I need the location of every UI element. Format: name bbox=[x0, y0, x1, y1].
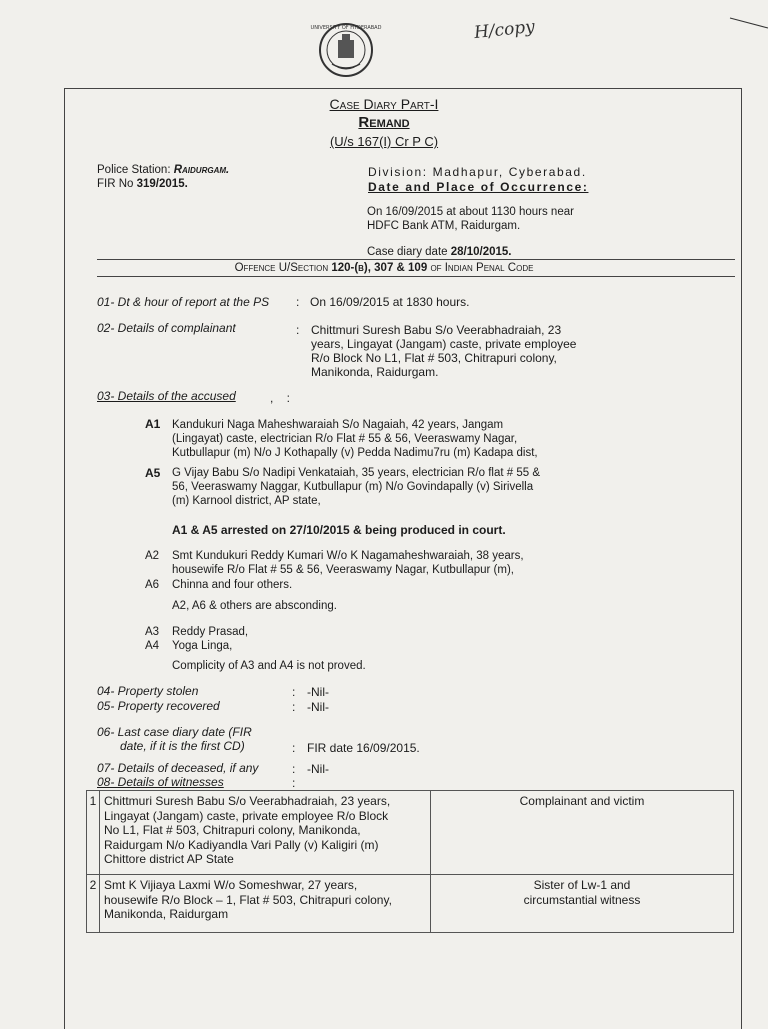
item-05-value: -Nil- bbox=[307, 700, 329, 714]
accused-a1-line3: Kutbullapur (m) N/o J Kothapally (v) Pedda Nadimu7ru (m) Kadapa dist, bbox=[172, 447, 538, 459]
item-06-label-line2: date, if it is the first CD) bbox=[120, 739, 245, 753]
item-04-label: 04- Property stolen bbox=[97, 684, 199, 698]
corner-mark bbox=[730, 14, 768, 34]
seal-emblem bbox=[310, 20, 382, 80]
accused-a6-tag: A6 bbox=[145, 579, 160, 591]
witness-role-line: Complainant and victim bbox=[519, 794, 645, 808]
colon-08: : bbox=[292, 776, 296, 790]
handwritten-annotation: H/copy bbox=[473, 16, 536, 44]
accused-a3-tag: A3 bbox=[145, 626, 160, 638]
colon-02: : bbox=[296, 323, 300, 337]
witness-detail-line: Chittore district AP State bbox=[104, 852, 234, 867]
colon-07: : bbox=[292, 762, 296, 776]
accused-a5-line1: G Vijay Babu S/o Nadipi Venkataiah, 35 years, electrician R/o flat # 55 & bbox=[172, 467, 540, 479]
item-01-value: On 16/09/2015 at 1830 hours. bbox=[310, 295, 470, 309]
witness-detail-line: housewife R/o Block – 1, Flat # 503, Chitrapuri colony, bbox=[104, 892, 392, 907]
police-station: Police Station: Raidurgam. bbox=[97, 164, 230, 176]
item-05-label: 05- Property recovered bbox=[97, 699, 220, 713]
occurrence-line1: On 16/09/2015 at about 1130 hours near bbox=[367, 206, 574, 218]
accused-a1-line1: Kandukuri Naga Maheshwaraiah S/o Nagaiah, 42 years, Jangam bbox=[172, 419, 504, 431]
witness-details bbox=[100, 791, 431, 875]
accused-a5-line3: (m) Karnool district, AP state, bbox=[172, 495, 321, 507]
accused-a4-tag: A4 bbox=[145, 640, 160, 652]
title-remand: Remand bbox=[358, 114, 410, 131]
complainant-line1: Chittmuri Suresh Babu S/o Veerabhadraiah, 23 bbox=[311, 323, 562, 337]
item-01-label: 01- Dt & hour of report at the PS bbox=[97, 295, 270, 309]
offence-line: Offence U/Section 120-(b), 307 & 109 of Indian Penal Code bbox=[234, 262, 534, 274]
accused-a5-tag: A5 bbox=[145, 466, 161, 480]
witness-detail-line: Manikonda, Raidurgam bbox=[104, 907, 229, 922]
title-case-diary: Case Diary Part-I bbox=[329, 96, 439, 112]
witness-num: 2 bbox=[87, 875, 100, 933]
witness-row bbox=[87, 875, 734, 933]
accused-a1-line2: (Lingayat) caste, electrician R/o Flat # 55 & 56, Veeraswamy Nagar, bbox=[172, 433, 518, 445]
item-07-value: -Nil- bbox=[307, 762, 329, 776]
occurrence-line2: HDFC Bank ATM, Raidurgam. bbox=[367, 220, 521, 232]
fir-number: FIR No 319/2015. bbox=[97, 178, 188, 190]
witness-detail-line: No L1, Flat # 503, Chitrapuri colony, Manikonda, bbox=[104, 823, 361, 838]
item-04-value: -Nil- bbox=[307, 685, 329, 699]
rule-bottom bbox=[97, 276, 735, 277]
witness-details bbox=[100, 875, 431, 933]
title-section: (U/s 167(I) Cr P C) bbox=[329, 134, 439, 149]
witness-detail-line: Smt K Vijiaya Laxmi W/o Someshwar, 27 years, bbox=[104, 878, 358, 892]
absconding-note: A2, A6 & others are absconding. bbox=[172, 600, 337, 612]
witness-role-line: Sister of Lw-1 and bbox=[533, 878, 631, 892]
colon-06: : bbox=[292, 741, 296, 755]
item-06-label-line1: 06- Last case diary date (FIR bbox=[97, 725, 252, 739]
accused-a3-line1: Reddy Prasad, bbox=[172, 626, 249, 638]
witness-role bbox=[431, 791, 734, 875]
accused-a5-line2: 56, Veeraswamy Naggar, Kutbullapur (m) N/o Govindapally (v) Sirivella bbox=[172, 481, 534, 493]
witness-row bbox=[87, 791, 734, 875]
accused-a2-tag: A2 bbox=[145, 550, 160, 562]
colon-03: , : bbox=[270, 391, 291, 405]
rule-top bbox=[97, 259, 735, 260]
witness-detail-line: Chittmuri Suresh Babu S/o Veerabhadraiah, 23 years, bbox=[104, 794, 391, 808]
complicity-note: Complicity of A3 and A4 is not proved. bbox=[172, 660, 366, 672]
item-07-label: 07- Details of deceased, if any bbox=[97, 761, 259, 775]
division: Division: Madhapur, Cyberabad. bbox=[368, 165, 587, 179]
accused-a2-line1: Smt Kundukuri Reddy Kumari W/o K Nagamaheshwaraiah, 38 years, bbox=[172, 550, 524, 562]
item-06-value: FIR date 16/09/2015. bbox=[307, 741, 420, 755]
witness-detail-line: Raidurgam N/o Kadiyandla Vari Pally (v) Kaligiri (m) bbox=[104, 837, 379, 852]
occurrence-heading: Date and Place of Occurrence: bbox=[368, 180, 589, 194]
complainant-line3: R/o Block No L1, Flat # 503, Chitrapuri colony, bbox=[311, 351, 557, 365]
case-diary-date: Case diary date 28/10/2015. bbox=[367, 246, 512, 258]
witness-role-line: circumstantial witness bbox=[523, 892, 641, 907]
complainant-line2: years, Lingayat (Jangam) caste, private employee bbox=[311, 337, 577, 351]
item-03-label: 03- Details of the accused bbox=[97, 389, 236, 403]
item-02-label: 02- Details of complainant bbox=[97, 321, 236, 335]
arrest-note: A1 & A5 arrested on 27/10/2015 & being produced in court. bbox=[172, 523, 506, 537]
accused-a2-line2: housewife R/o Flat # 55 & 56, Veeraswamy Nagar, Kutbullapur (m), bbox=[172, 564, 514, 576]
colon-05: : bbox=[292, 700, 296, 714]
witness-detail-line: Lingayat (Jangam) caste, private employee R/o Block bbox=[104, 808, 389, 823]
accused-a1-tag: A1 bbox=[145, 417, 161, 431]
witnesses-table bbox=[86, 790, 734, 933]
witness-role bbox=[431, 875, 734, 933]
complainant-line4: Manikonda, Raidurgam. bbox=[311, 365, 439, 379]
colon-01: : bbox=[296, 295, 300, 309]
accused-a4-line1: Yoga Linga, bbox=[172, 640, 233, 652]
item-08-label: 08- Details of witnesses bbox=[97, 775, 224, 789]
svg-text:UNIVERSITY OF HYDERABAD: UNIVERSITY OF HYDERABAD bbox=[310, 25, 382, 31]
accused-a6-line1: Chinna and four others. bbox=[172, 579, 293, 591]
witness-num: 1 bbox=[87, 791, 100, 875]
colon-04: : bbox=[292, 685, 296, 699]
